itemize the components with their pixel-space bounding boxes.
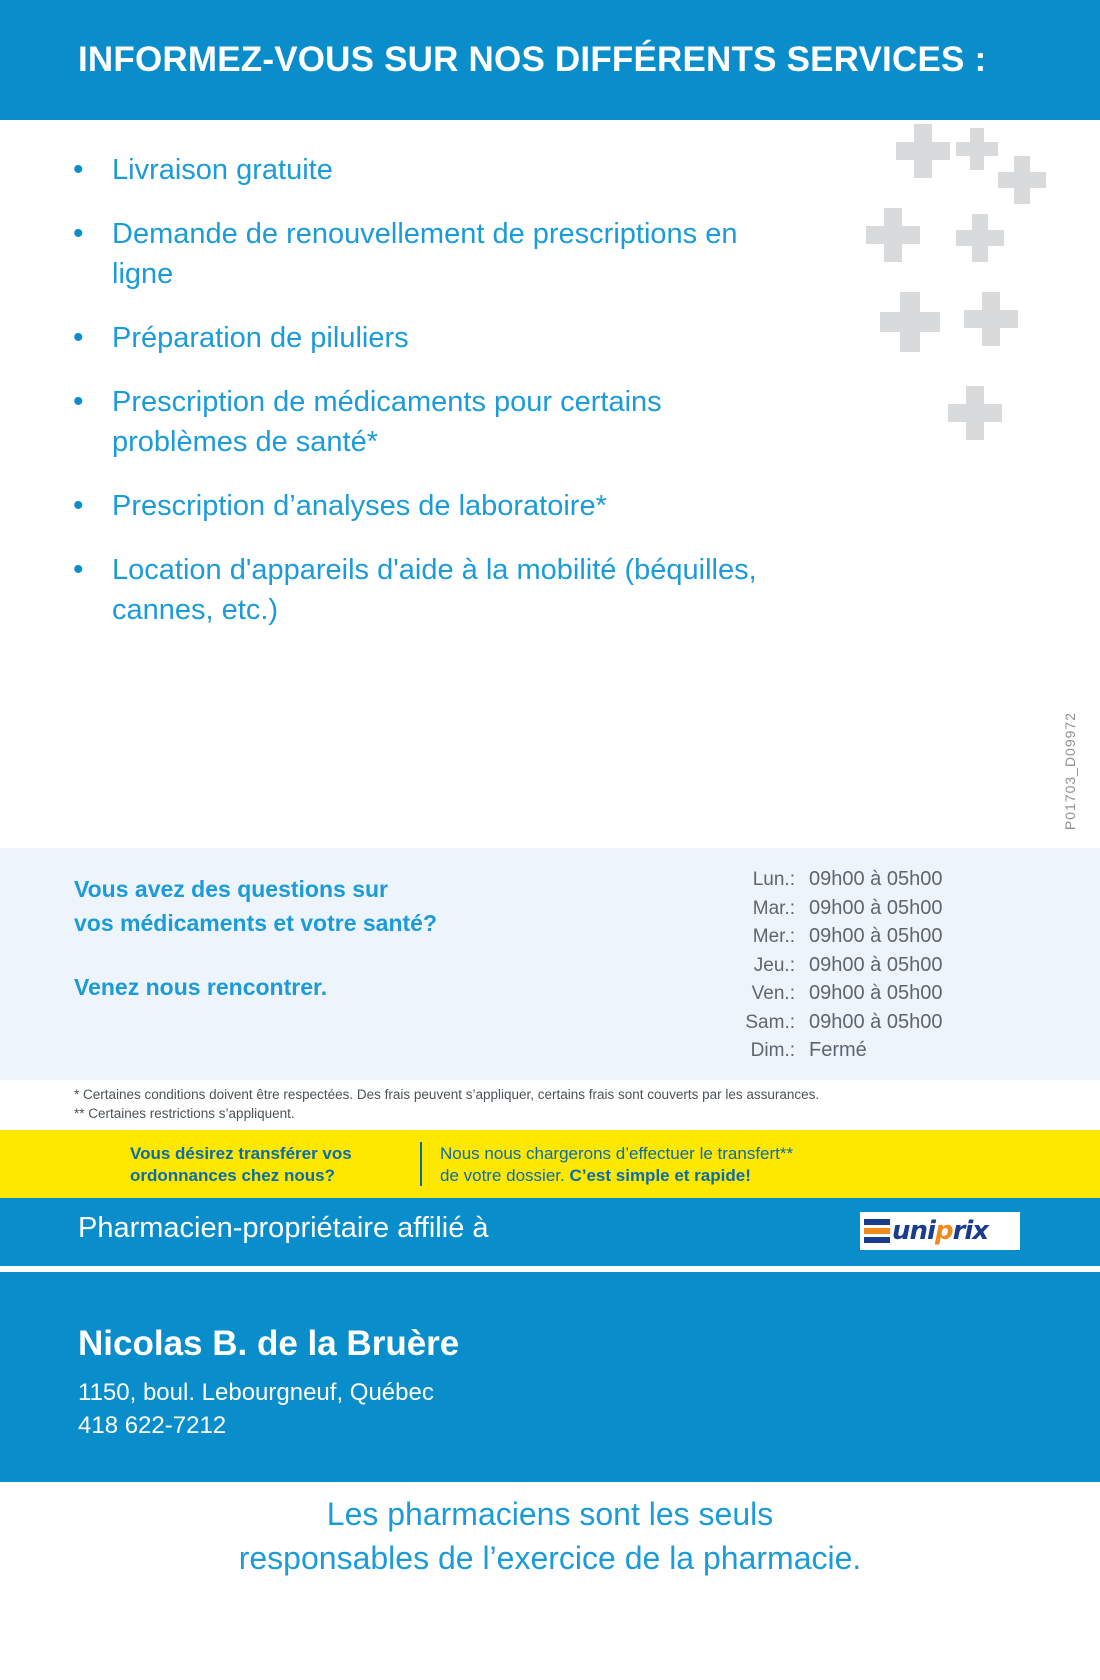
questions-hours-panel <box>0 848 1100 1080</box>
bullet-icon: • <box>73 321 84 354</box>
transfer-question-line1: Vous désirez transférer vos <box>130 1144 352 1163</box>
uniprix-bars-icon <box>864 1219 890 1243</box>
transfer-answer <box>440 1143 793 1187</box>
hours-time-value: 09h00 à 05h00 <box>809 868 943 890</box>
header-band <box>0 0 1100 120</box>
uniprix-logo-mark <box>864 1216 1016 1246</box>
table-row <box>735 925 1055 954</box>
transfer-question-line2: ordonnances chez nous? <box>130 1166 335 1185</box>
list-item <box>70 550 790 630</box>
crosses-icon <box>860 120 1080 460</box>
hours-day-label: Mer.: <box>752 926 795 947</box>
affiliation-label: Pharmacien-propriétaire affilié à <box>78 1212 489 1244</box>
footnote-single-asterisk: * Certaines conditions doivent être respectées. Des frais peuvent s’appliquer, certains frais sont couverts par les assurances. <box>74 1087 820 1102</box>
bullet-icon: • <box>73 489 84 522</box>
transfer-prescription-band <box>0 1130 1100 1198</box>
legal-disclaimer-line2: responsables de l’exercice de la pharmacie. <box>238 1540 862 1576</box>
bullet-icon: • <box>73 553 84 586</box>
pharmacy-address-band <box>0 1272 1100 1482</box>
questions-heading-line2: vos médicaments et votre santé? <box>74 910 438 936</box>
footnote-double-asterisk: ** Certaines restrictions s’appliquent. <box>74 1106 295 1121</box>
transfer-answer-line1: Nous nous chargerons d’effectuer le transfert** <box>440 1144 794 1163</box>
visit-invitation: Venez nous rencontrer. <box>74 974 328 1000</box>
list-item <box>70 486 790 526</box>
opening-hours-table <box>735 868 1055 1068</box>
list-item <box>70 150 790 190</box>
bullet-icon: • <box>73 385 84 418</box>
uniprix-wordmark <box>892 1216 988 1246</box>
hours-day-label: Mar.: <box>752 897 795 919</box>
uniprix-logo <box>860 1212 1020 1250</box>
pharmacy-phone-number: 418 622-7212 <box>78 1412 227 1439</box>
transfer-answer-line2-plain: de votre dossier. <box>440 1166 570 1185</box>
services-list <box>70 150 790 654</box>
list-item <box>70 214 790 294</box>
hours-day-label: Sam.: <box>745 1011 795 1033</box>
list-item <box>70 318 790 358</box>
document-reference-code: P01703_D09972 <box>1062 712 1078 831</box>
hours-day-label: Lun.: <box>752 869 795 890</box>
hours-day-label: Dim.: <box>750 1040 795 1061</box>
cross-pattern-decoration <box>860 120 1080 460</box>
table-row <box>735 868 1055 897</box>
bullet-icon: • <box>73 217 84 250</box>
bullet-icon: • <box>73 153 84 186</box>
questions-heading <box>74 872 437 940</box>
table-row <box>735 1011 1055 1040</box>
service-label: Prescription de médicaments pour certains problèmes de santé* <box>112 386 662 458</box>
page-title: INFORMEZ-VOUS SUR NOS DIFFÉRENTS SERVICES : <box>78 40 987 79</box>
table-row <box>735 1039 1055 1068</box>
legal-disclaimer-line1: Les pharmaciens sont les seuls <box>326 1496 774 1532</box>
uniprix-word-p: p <box>934 1216 953 1246</box>
service-label: Livraison gratuite <box>112 154 333 186</box>
service-label: Location d'appareils d'aide à la mobilité (béquilles, cannes, etc.) <box>112 554 757 626</box>
footnotes <box>74 1085 974 1123</box>
service-label: Demande de renouvellement de prescriptions en ligne <box>112 218 738 290</box>
hours-day-label: Ven.: <box>751 983 795 1004</box>
hours-time-value: 09h00 à 05h00 <box>809 953 943 976</box>
pharmacist-name: Nicolas B. de la Bruère <box>78 1324 460 1363</box>
hours-time-value: 09h00 à 05h00 <box>809 982 943 1004</box>
hours-day-label: Jeu.: <box>753 954 795 976</box>
hours-time-value: 09h00 à 05h00 <box>809 925 943 947</box>
list-item <box>70 382 790 462</box>
table-row <box>735 897 1055 926</box>
table-row <box>735 954 1055 983</box>
affiliation-band <box>0 1198 1100 1266</box>
hours-time-value: 09h00 à 05h00 <box>809 896 943 919</box>
uniprix-word-uni: uni <box>892 1216 935 1246</box>
service-label: Prescription d’analyses de laboratoire* <box>112 490 607 522</box>
uniprix-word-rix: rix <box>952 1216 989 1246</box>
questions-heading-line1: Vous avez des questions sur <box>74 876 389 902</box>
service-label: Préparation de piluliers <box>112 322 409 354</box>
table-row <box>735 982 1055 1011</box>
pharmacy-street-address: 1150, boul. Lebourgneuf, Québec <box>78 1379 434 1406</box>
transfer-question <box>130 1143 410 1187</box>
vertical-divider <box>420 1142 422 1186</box>
hours-time-value: 09h00 à 05h00 <box>809 1010 943 1033</box>
transfer-answer-line2-bold: C’est simple et rapide! <box>569 1166 751 1185</box>
legal-disclaimer <box>0 1492 1100 1580</box>
hours-time-value: Fermé <box>809 1039 867 1061</box>
